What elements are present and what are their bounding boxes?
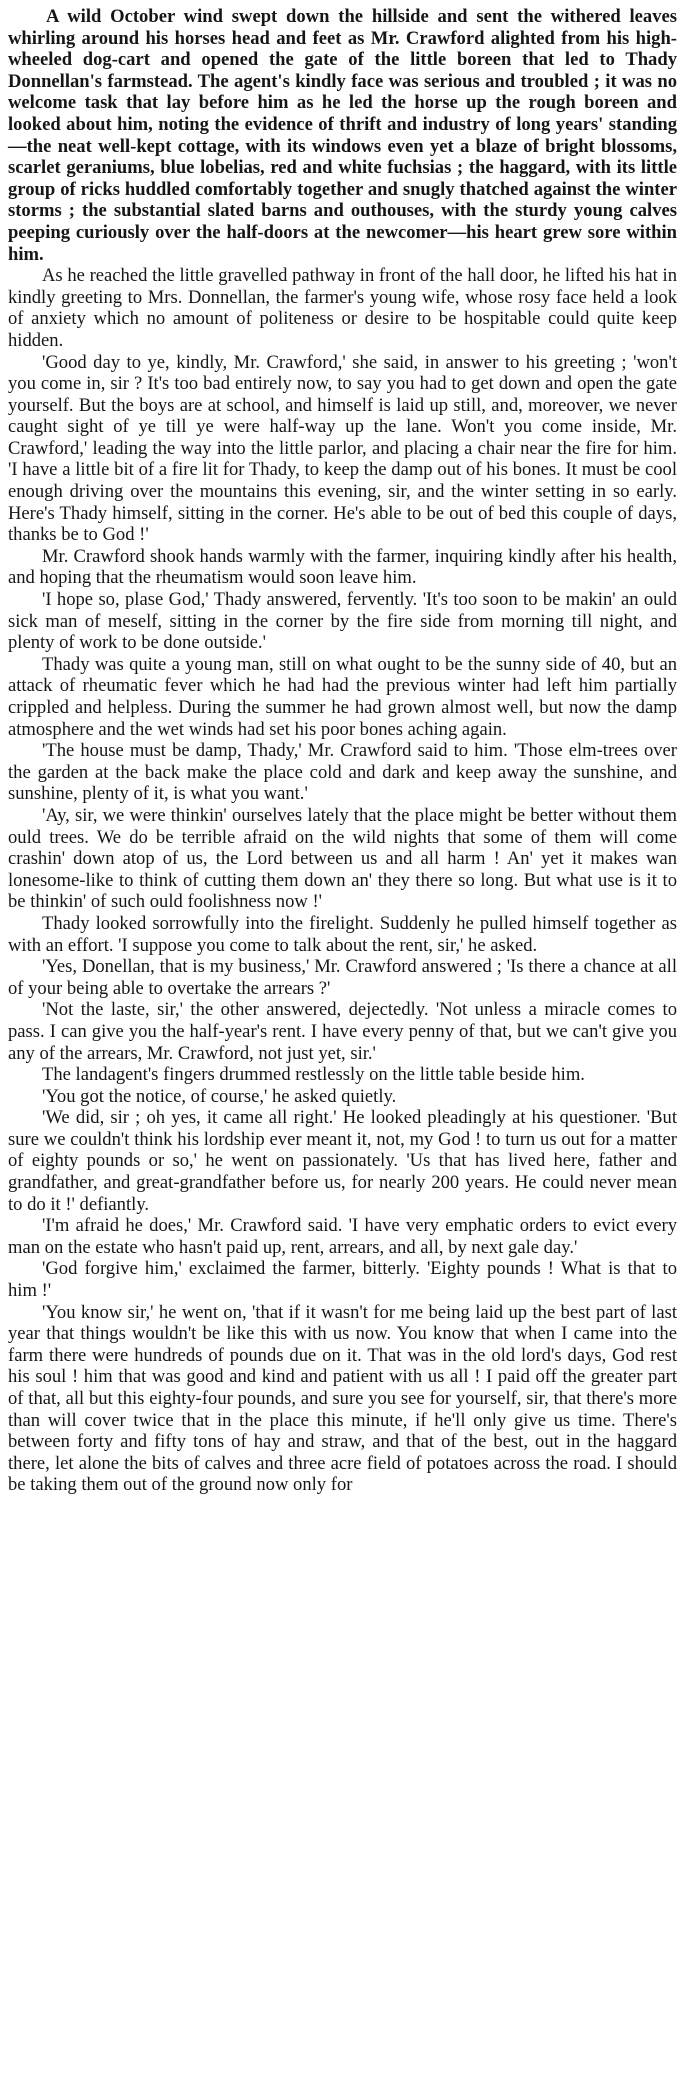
paragraph-orders: 'I'm afraid he does,' Mr. Crawford said. 'I have very emphatic orders to evict every man on the estate who hasn't paid up, rent, arrears, and all, by next gale day.' bbox=[8, 1215, 677, 1258]
paragraph-thady-description: Thady was quite a young man, still on what ought to be the sunny side of 40, but an attack of rheumatic fever which he had had the previous winter had left him partially crippled and helpless. During the summer he had grown almost well, but now the damp atmosphere and the wet winds had set his poor bones aching again. bbox=[8, 653, 677, 740]
paragraph-notice: 'You got the notice, of course,' he asked quietly. bbox=[42, 1085, 397, 1107]
paragraph-greeting: 'Good day to ye, kindly, Mr. Crawford,' she said, in answer to his greeting ; 'won't you come in, sir ? It's too bad entirely now, to say you had to get down and open the gate yourself. But the boys are at school, and himself is laid up still, and, moreover, we never caught sight of ye till ye were half-way up the lane. Won't you come inside, Mr. Crawford,' leading the way into the little parlor, and placing a chair near the fire for him. 'I have a little bit of a fire lit for Thady, to keep the damp out of his bones. It must be cool enough driving over the mountains this evening, sir, and the winter setting in so early. Here's Thady himself, sitting in the corner. He's able to be out of bed this couple of days, thanks be to God !' bbox=[8, 351, 677, 546]
paragraph-thady-reply: 'I hope so, plase God,' Thady answered, fervently. 'It's too soon to be makin' an ould sick man of meself, sitting in the corner by the fire side from morning till night, and plenty of work to be done outside.' bbox=[8, 589, 677, 654]
paragraph-business: 'Yes, Donellan, that is my business,' Mr. Crawford answered ; 'Is there a chance at all of your being able to overtake the arrears ?' bbox=[8, 956, 677, 999]
paragraph-pleading: 'We did, sir ; oh yes, it came all right.' He looked pleadingly at his questioner. 'But sure we couldn't think his lordship ever meant it, not, my God ! to turn us out for a matter of eighty pounds or so,' he went on passionately. 'Us that has lived here, father and grandfather, and great-grandfather before us, for nearly 200 years. He could never mean to do it !' defiantly. bbox=[8, 1107, 677, 1215]
paragraph-hall-door: As he reached the little gravelled pathway in front of the hall door, he lifted his hat in kindly greeting to Mrs. Donnellan, the farmer's young wife, whose rosy face held a look of anxiety which no amount of politeness or desire to be hospitable could quite keep hidden. bbox=[8, 265, 677, 351]
paragraph-elm-trees: 'Ay, sir, we were thinkin' ourselves lately that the place might be better without them ould trees. We do be terrible afraid on the wild nights that some of them will come crashin' down atop of us, the Lord between us and all harm ! An' yet it makes wan lonesome-like to think of cutting them down an' they there so long. But what use is it to be thinkin' of such ould foolishness now !' bbox=[8, 804, 677, 913]
paragraph-arrears: 'Not the laste, sir,' the other answered, dejectedly. 'Not unless a miracle comes to pass. I can give you the half-year's rent. I have every penny of that, but we can't give you any of the arrears, Mr. Crawford, not just yet, sir.' bbox=[8, 999, 677, 1064]
paragraph-handshake: Mr. Crawford shook hands warmly with the farmer, inquiring kindly after his health, and hoping that the rheumatism would soon leave him. bbox=[8, 545, 677, 589]
paragraph-landagent: The landagent's fingers drummed restlessly on the little table beside him. bbox=[42, 1064, 585, 1086]
paragraph-explanation: 'You know sir,' he went on, 'that if it wasn't for me being laid up the best part of last year that things wouldn't be like this with us now. You know that when I came into the farm there were hundreds of pounds due on it. That was in the old lord's days, God rest his soul ! him that was good and kind and patient with us all ! I paid off the greater part of that, all but this eighty-four pounds, and sure you see for yourself, sir, that there's more than will cover twice that in the place this minute, if he'll only give us time. There's between forty and fifty tons of hay and straw, and that of the best, out in the haggard there, let alone the bits of calves and three acre field of potatoes across the road. I should be taking them out of the ground now only for bbox=[8, 1301, 677, 1496]
story-opening-paragraph: A wild October wind swept down the hillside and sent the withered leaves whirling around his horses head and feet as Mr. Crawford alighted from his high-wheeled dog-cart and opened the gate of the little boreen that led to Thady Donnellan's farmstead. The agent's kindly face was serious and troubled ; it was no welcome task that lay before him as he led the horse up the rough boreen and looked about him, noting the evidence of thrift and industry of long years' standing—the neat well-kept cottage, with its windows even yet a blaze of bright blossoms, scarlet geraniums, blue lobelias, red and white fuchsias ; the haggard, with its little group of ricks huddled comfortably together and snugly thatched against the winter storms ; the substantial slated barns and outhouses, with the sturdy young calves peeping curiously over the half-doors at the newcomer—his heart grew sore within him. bbox=[8, 6, 677, 265]
paragraph-firelight: Thady looked sorrowfully into the firelight. Suddenly he pulled himself together as with an effort. 'I suppose you come to talk about the rent, sir,' he asked. bbox=[8, 912, 677, 956]
paragraph-eighty-pounds: 'God forgive him,' exclaimed the farmer, bitterly. 'Eighty pounds ! What is that to him !' bbox=[8, 1258, 677, 1302]
paragraph-damp-house: 'The house must be damp, Thady,' Mr. Crawford said to him. 'Those elm-trees over the garden at the back make the place cold and dark and keep away the sunshine, and sunshine, plenty of it, is what you want.' bbox=[8, 740, 677, 805]
